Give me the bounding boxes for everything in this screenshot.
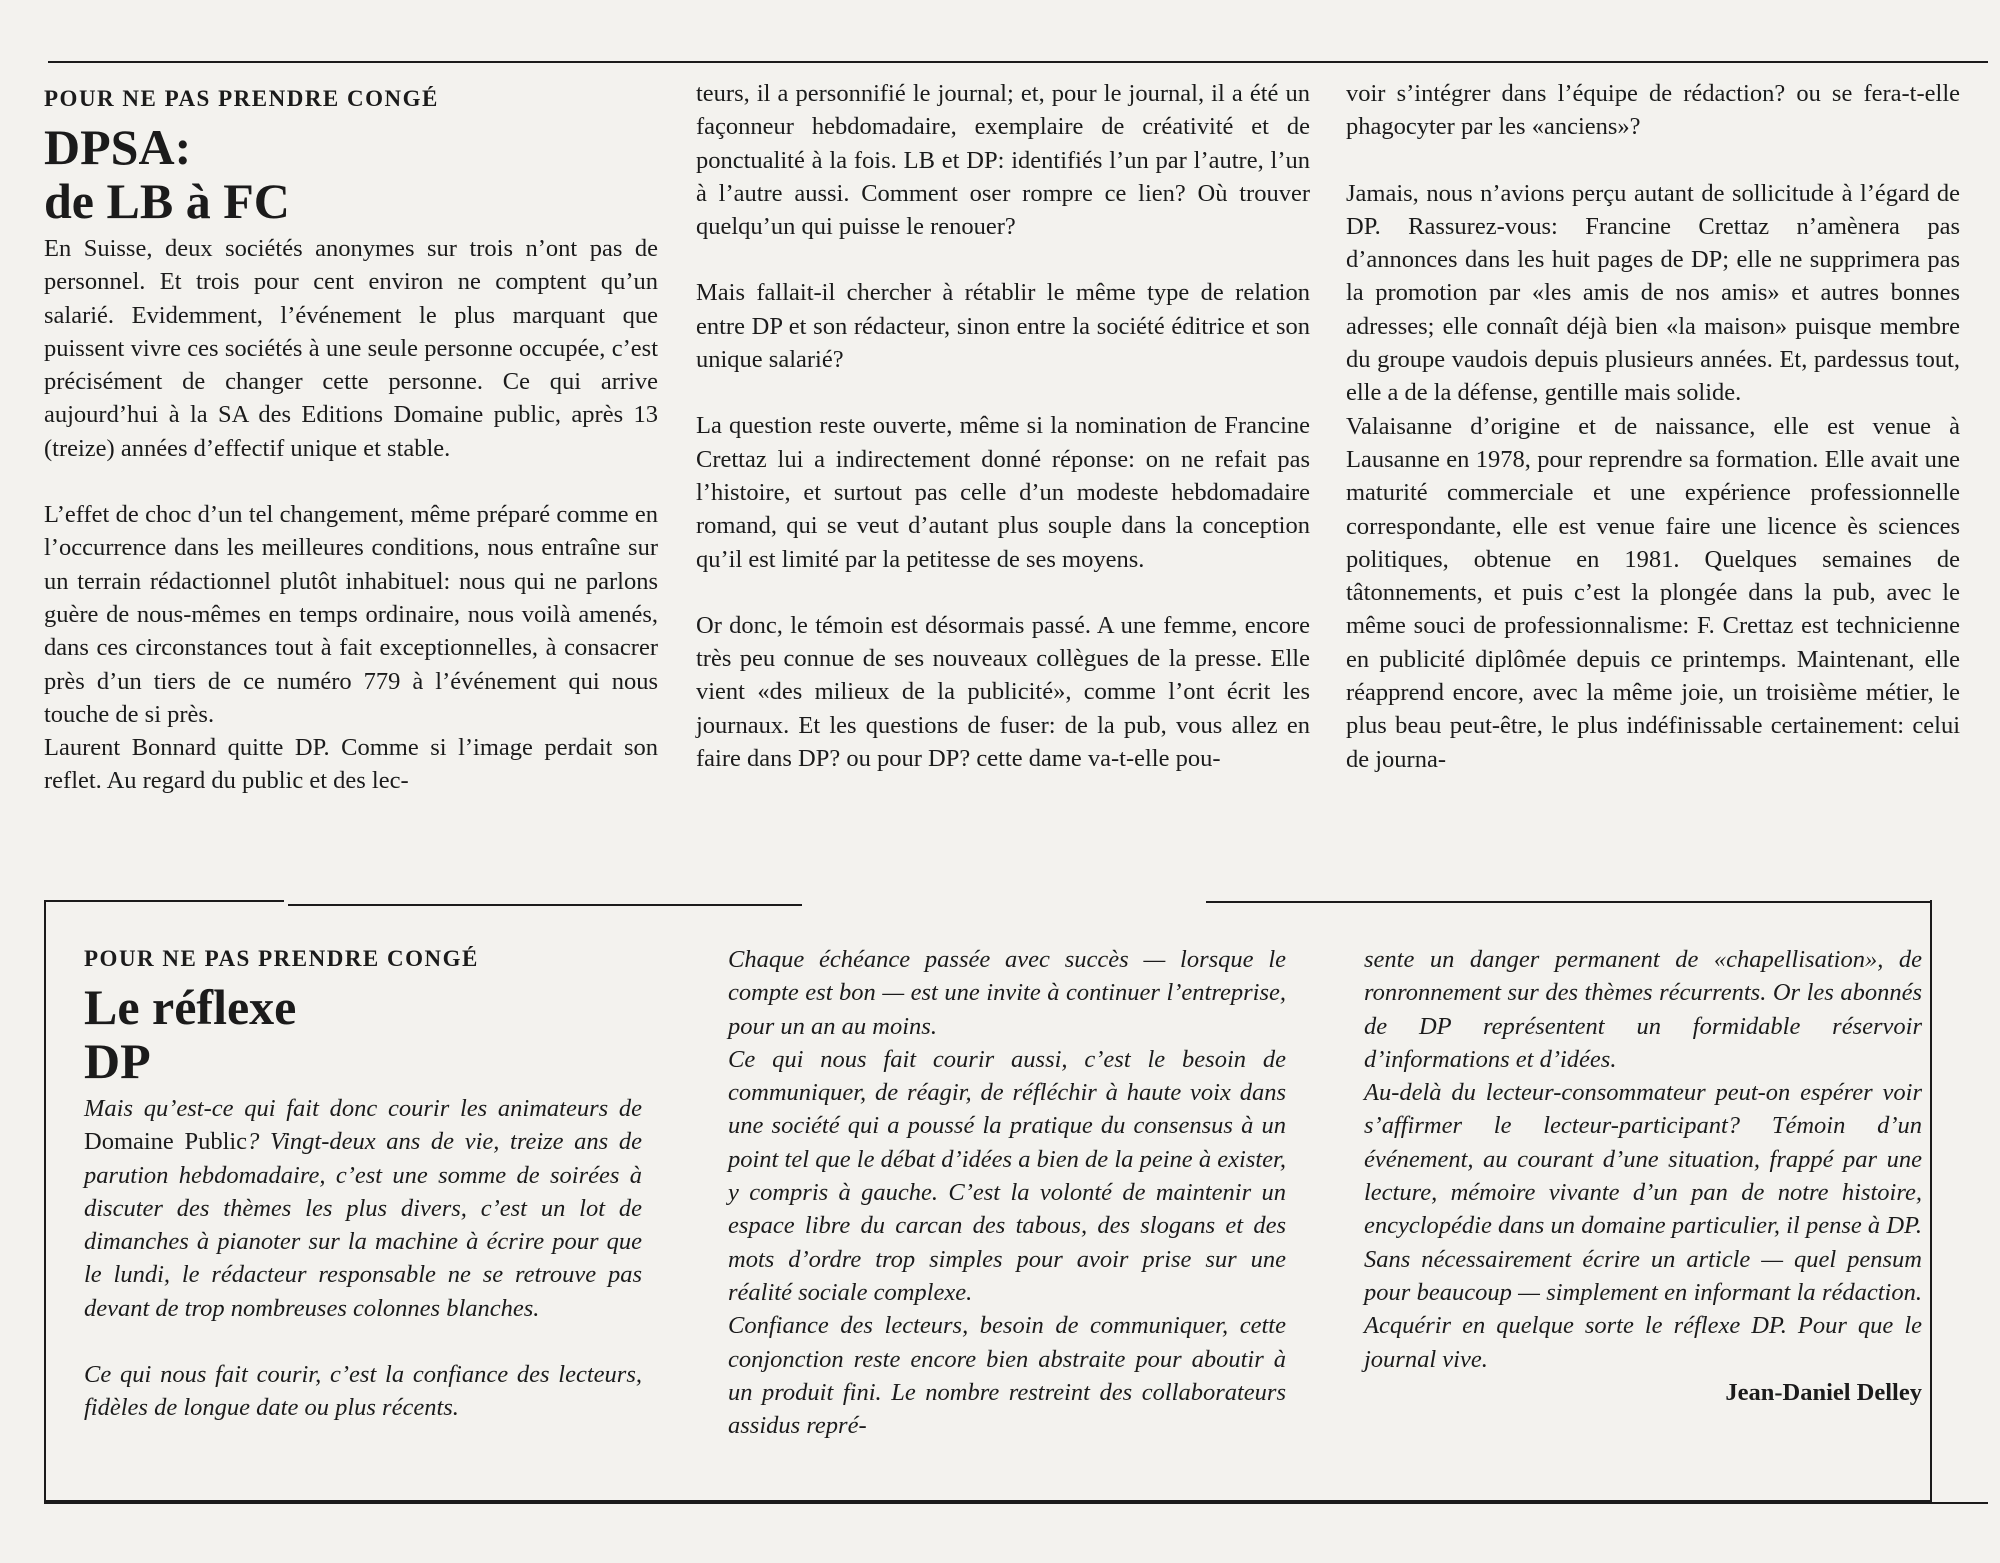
box-paragraph: Confiance des lecteurs, besoin de communiquer, cette conjonction reste encore bien abstraite pour aboutir à un produit fini. Le nombre restreint des collaborateurs assidus repré- [728,1312,1286,1440]
box-headline-line-2: DP [84,1033,151,1089]
article-paragraph: teurs, il a personnifié le journal; et, pour le journal, il a été un façonneur hebdomadaire, exemplaire de créativité et de ponctualité à la fois. LB et DP: identifiés l’un par l’autre, l’un à l’autre aussi. Comment oser rompre ce lien? Où trouver quelqu’un qui puisse le renouer? [696,80,1310,241]
box-column-1 [84,944,642,1425]
box-column-2 [728,943,1286,1442]
article-headline-line-1: DPSA: [44,119,192,175]
article-paragraph: voir s’intégrer dans l’équipe de rédaction? ou se fera-t-elle phagocyter par les «anciens»? [1346,80,1960,141]
box-paragraph: sente un danger permanent de «chapellisation», de ronronnement sur des thèmes récurrents. Or les abonnés de DP représentent un formidable réservoir d’informations et d’idées. [1364,946,1922,1073]
article-paragraph: Mais fallait-il chercher à rétablir le même type de relation entre DP et son rédacteur, sinon entre la société éditrice et son unique salarié? [696,279,1310,374]
box-paragraph-text: Mais qu’est-ce qui fait donc courir les animateurs de [84,1095,642,1122]
box-paragraph: Au-delà du lecteur-consommateur peut-on espérer voir s’affirmer le lecteur-participant? Témoin d’un événement, au courant d’une situation, frappé par une lecture, mémoire vivante d’un pan de notre histoire, encyclopédie dans un domaine particulier, il pense à DP. Sans nécessairement écrire un article — quel pensum pour beaucoup — simplement en informant la rédaction. Acquérir en quelque sorte le réflexe DP. Pour que le journal vive. [1364,1079,1922,1373]
article-paragraph: La question reste ouverte, même si la nomination de Francine Crettaz lui a indirectement donné réponse: on ne refait pas l’histoire, et surtout pas celle d’un modeste hebdomadaire romand, qui se veut d’autant plus souple dans la conception qu’il est limité par la petitesse de ses moyens. [696,412,1310,573]
article-paragraph: Valaisanne d’origine et de naissance, elle est venue à Lausanne en 1978, pour reprendre sa formation. Elle avait une maturité commerciale et une expérience professionnelle correspondante, elle est venue faire une licence ès sciences politiques, obtenue en 1981. Quelques semaines de tâtonnements, et puis c’est la plongée dans la pub, avec le même souci de professionnalisme: F. Crettaz est technicienne en publicité diplômée depuis ce printemps. Maintenant, elle réapprend encore, avec la même joie, un troisième métier, le plus beau peut-être, le plus indéfinissable certainement: celui de journa- [1346,412,1960,773]
box-headline [84,980,642,1088]
box-paragraph: Chaque échéance passée avec succès — lorsque le compte est bon — est une invite à continuer l’entreprise, pour un an au moins. [728,946,1286,1040]
article-column-3 [1346,77,1960,776]
box-headline-line-1: Le réflexe [84,979,297,1035]
article-paragraph: Or donc, le témoin est désormais passé. A une femme, encore très peu connue de ses nouveaux collègues de la presse. Elle vient «des milieux de la publicité», comme l’ont écrit les journaux. Et les questions de fuser: de la pub, vous allez en faire dans DP? ou pour DP? cette dame va-t-elle pou- [696,611,1310,773]
box-kicker: POUR NE PAS PRENDRE CONGÉ [84,946,479,971]
article-kicker: POUR NE PAS PRENDRE CONGÉ [44,86,439,111]
article-paragraph: Laurent Bonnard quitte DP. Comme si l’image perdait son reflet. Au regard du public et des lec- [44,734,658,795]
author-signature: Jean-Daniel Delley [1725,1378,1922,1406]
article-paragraph: Jamais, nous n’avions perçu autant de sollicitude à l’égard de DP. Rassurez-vous: Francine Crettaz n’amènera pas d’annonces dans les huit pages de DP; elle ne supprimera pas la promotion par «les amis de nos amis» et autres bonnes adresses; elle connaît déjà bien «la maison» puisque membre du groupe vaudois depuis plusieurs années. Et, pardessus tout, elle a de la défense, gentille mais solide. [1346,179,1960,407]
article-column-1 [44,84,658,798]
bottom-rule [44,1502,1988,1504]
box-column-3 [1364,943,1922,1409]
box-paragraph [84,1092,642,1325]
article-headline-line-2: de LB à FC [44,173,290,229]
article-headline [44,120,658,228]
article-paragraph: L’effet de choc d’un tel changement, même préparé comme en l’occurrence dans les meilleures conditions, nous entraîne sur un terrain rédactionnel plutôt inhabituel: nous qui ne parlons guère de nous-mêmes en temps ordinaire, nous voilà amenés, dans ces circonstances tout à fait exceptionnelles, à consacrer près d’un tiers de ce numéro 779 à l’événement qui nous touche de si près. [44,501,658,728]
article-paragraph: En Suisse, deux sociétés anonymes sur trois n’ont pas de personnel. Et trois pour cent environ ne comptent qu’un salarié. Evidemment, l’événement le plus marquant que puissent vivre ces sociétés à une seule personne occupée, c’est précisément de changer cette personne. Ce qui arrive aujourd’hui à la SA des Editions Domaine public, après 13 (treize) années d’effectif unique et stable. [44,235,658,462]
box-paragraph-text: ? Vingt-deux ans de vie, treize ans de parution hebdomadaire, c’est une somme de soirées à discuter des thèmes les plus divers, c’est un lot de dimanches à pianoter sur la machine à écrire pour que le lundi, le rédacteur responsable ne se retrouve pas devant de trop nombreuses colonnes blanches. [84,1128,642,1322]
publication-name: Domaine Public [84,1128,248,1156]
top-rule [48,61,1988,63]
article-column-2 [696,77,1310,775]
box-paragraph: Ce qui nous fait courir, c’est la confiance des lecteurs, fidèles de longue date ou plus récents. [84,1361,642,1422]
box-paragraph: Ce qui nous fait courir aussi, c’est le besoin de communiquer, de réagir, de réfléchir à haute voix dans une société qui a poussé la pratique du consensus à un point tel que le débat d’idées a bien de la peine à exister, y compris à gauche. C’est la volonté de maintenir un espace libre du carcan des tabous, des slogans et des mots d’ordre trop simples pour avoir prise sur une réalité sociale complexe. [728,1045,1286,1306]
